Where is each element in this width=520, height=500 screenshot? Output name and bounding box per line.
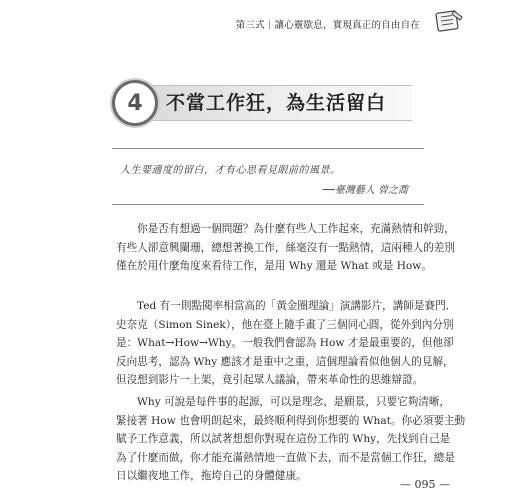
epigraph-quote: [112, 148, 424, 208]
paragraph-line: 有些人卻意興闌珊，總想著換工作，絲毫沒有一點熱情，這兩種人的差別: [116, 241, 455, 254]
paragraph-line: 為了什麼而做，你才能充滿熱情地一直做下去，而不是當個工作狂，總是: [116, 451, 455, 464]
paragraph-line: 緊接著 How 也會明朗起來，最終順利得到你想要的 What。你必須要主動: [116, 414, 466, 427]
chapter-banner: [112, 80, 412, 124]
quote-text: 人生要適度的留白，才有心思看見眼前的風景。: [120, 165, 341, 176]
paragraph-line: 日以繼夜地工作，拖垮自己的身體健康。: [116, 470, 307, 482]
page-number: — 095 —: [400, 478, 450, 491]
paragraph-line: Why 可說是每件事的起源，可以是理念、是願景，只要它夠清晰，: [137, 396, 451, 408]
quote-attribution: ──臺灣藝人 曾之喬: [322, 185, 408, 196]
paragraph-1: [116, 220, 455, 276]
paragraph-line: Ted 有一則點閱率相當高的「黃金圈理論」演講影片，講師是賽門．: [137, 300, 457, 312]
chapter-title: 不當工作狂，為生活留白: [166, 92, 387, 114]
paragraph-line: 賦予工作意義，所以試著想想你對現在這份工作的 Why，先找到自己是: [116, 433, 451, 445]
paragraph-2: [116, 297, 457, 390]
paragraph-line: 史奈克（Simon Sinek），他在臺上隨手畫了三個同心圓，從外到內分別: [116, 318, 454, 331]
running-header: 第三式｜讓心靈歇息，實現真正的自由自在: [235, 20, 420, 31]
paragraph-line: 你是否有想過一個問題？為什麼有些人工作起來，充滿熱情和幹勁，: [137, 223, 455, 235]
paragraph-line: 是：What→How→Why。一般我們會認為 How 才是最重要的，但他卻: [116, 337, 454, 349]
quote-rule-bottom: [112, 204, 424, 205]
chapter-number-badge: 4: [112, 80, 158, 126]
paragraph-line: 僅在於用什麼角度來看待工作，是用 Why 還是 What 或是 How。: [116, 260, 432, 272]
quote-rule-top: [112, 148, 424, 149]
paragraph-line: 但沒想到影片一上架，竟引起眾人議論，帶來革命性的思維辯證。: [116, 374, 424, 386]
paragraph-line: 反向思考，認為 Why 應該才是重中之重，這個理論看似他個人的見解，: [116, 355, 454, 368]
notebook-doodle-icon: [434, 8, 464, 34]
